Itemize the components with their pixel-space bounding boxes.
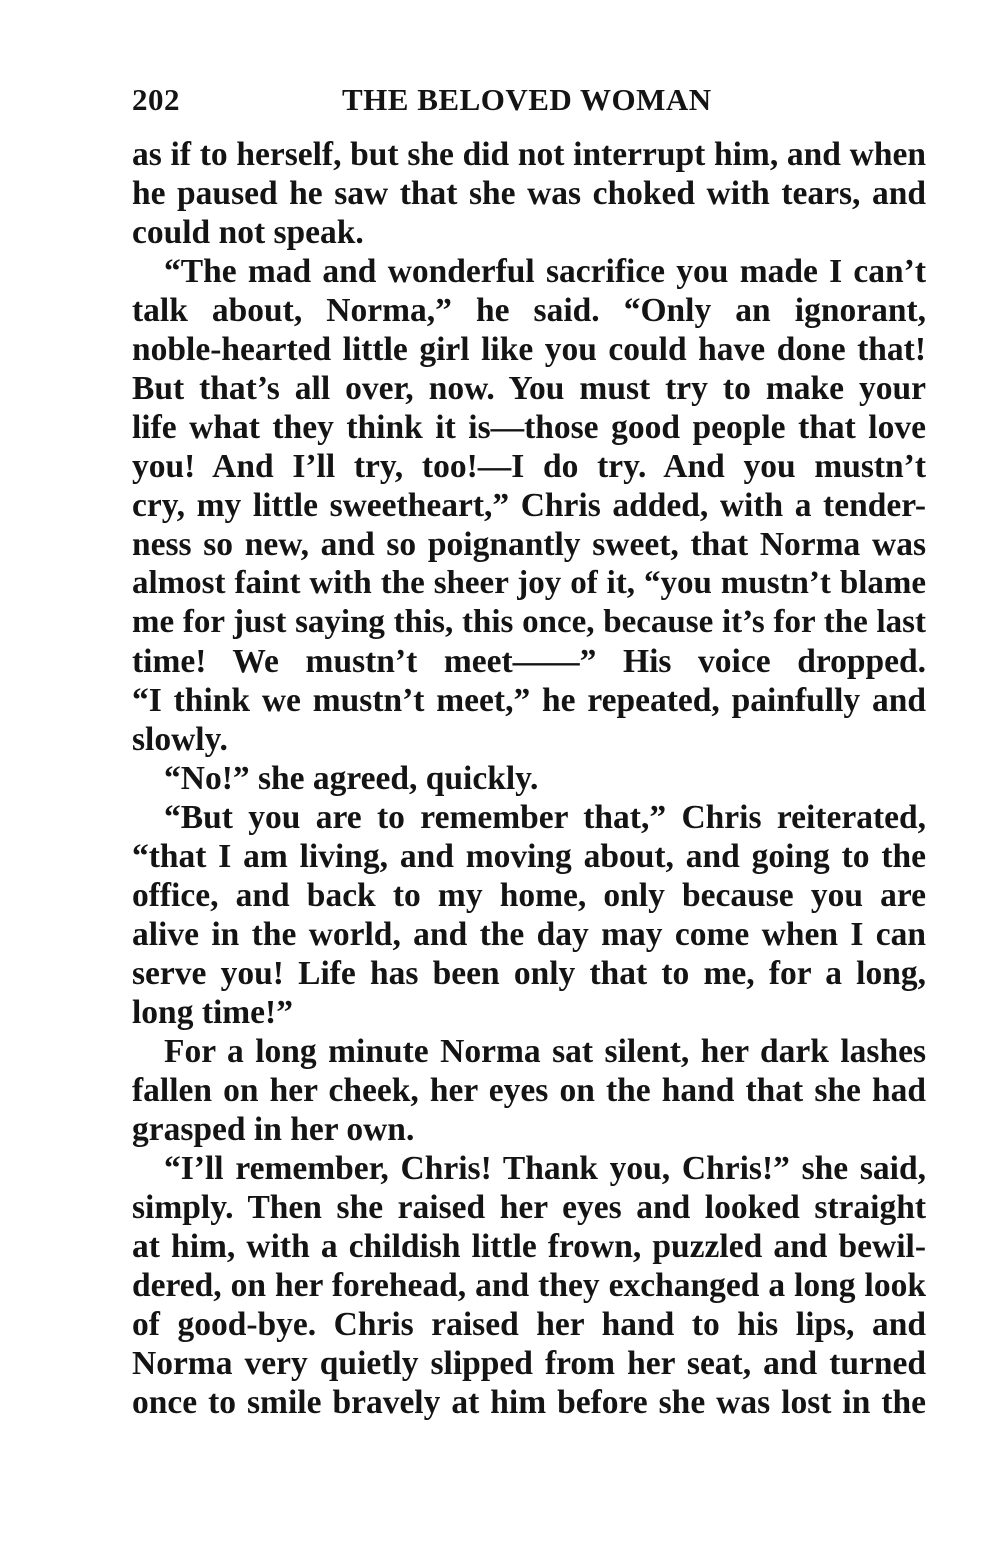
- text-line: ness so new, and so poignantly sweet, that Norma was: [132, 526, 926, 563]
- running-title: THE BELOVED WOMAN: [342, 82, 712, 117]
- text-line: could not speak.: [132, 214, 364, 251]
- text-line: But that’s all over, now. You must try to make your: [132, 370, 926, 407]
- text-line: serve you! Life has been only that to me, for a long,: [132, 955, 926, 992]
- text-line: office, and back to my home, only because you are: [132, 877, 926, 914]
- text-line: simply. Then she raised her eyes and looked straight: [132, 1189, 926, 1226]
- text-line: life what they think it is—those good people that love: [132, 409, 926, 446]
- text-line: “No!” she agreed, quickly.: [164, 760, 539, 797]
- text-line: noble-hearted little girl like you could have done that!: [132, 331, 926, 368]
- text-line: cry, my little sweetheart,” Chris added, with a tender-: [132, 487, 926, 524]
- text-line: Norma very quietly slipped from her seat, and turned: [132, 1345, 926, 1382]
- text-line: “I think we mustn’t meet,” he repeated, painfully and: [132, 682, 926, 719]
- text-line: almost faint with the sheer joy of it, “you mustn’t blame: [132, 565, 926, 601]
- text-line: “I’ll remember, Chris! Thank you, Chris!” she said,: [164, 1150, 926, 1187]
- text-line: talk about, Norma,” he said. “Only an ignorant,: [132, 292, 926, 329]
- body-text: [132, 135, 926, 1422]
- text-line: he paused he saw that she was choked with tears, and: [132, 175, 926, 212]
- text-line: grasped in her own.: [132, 1111, 415, 1148]
- text-line: “The mad and wonderful sacrifice you made I can’t: [164, 253, 926, 290]
- text-line: once to smile bravely at him before she was lost in the: [132, 1384, 926, 1421]
- running-head: [132, 78, 928, 122]
- text-line: “that I am living, and moving about, and going to the: [132, 838, 926, 875]
- text-line: time! We mustn’t meet——” His voice dropped.: [132, 643, 926, 680]
- text-line: of good-bye. Chris raised her hand to his lips, and: [132, 1306, 926, 1343]
- text-line: For a long minute Norma sat silent, her dark lashes: [164, 1033, 926, 1070]
- text-line: at him, with a childish little frown, puzzled and bewil-: [132, 1228, 926, 1265]
- text-line: alive in the world, and the day may come when I can: [132, 916, 926, 953]
- text-line: you! And I’ll try, too!—I do try. And you mustn’t: [132, 448, 926, 485]
- text-line: fallen on her cheek, her eyes on the hand that she had: [132, 1072, 926, 1109]
- text-line: slowly.: [132, 721, 228, 758]
- text-line: long time!”: [132, 994, 293, 1031]
- text-line: dered, on her forehead, and they exchanged a long look: [132, 1267, 926, 1304]
- text-line: me for just saying this, this once, because it’s for the last: [132, 604, 926, 640]
- page-number: 202: [132, 82, 180, 117]
- text-line: “But you are to remember that,” Chris reiterated,: [164, 799, 926, 836]
- text-line: as if to herself, but she did not interrupt him, and when: [132, 136, 926, 173]
